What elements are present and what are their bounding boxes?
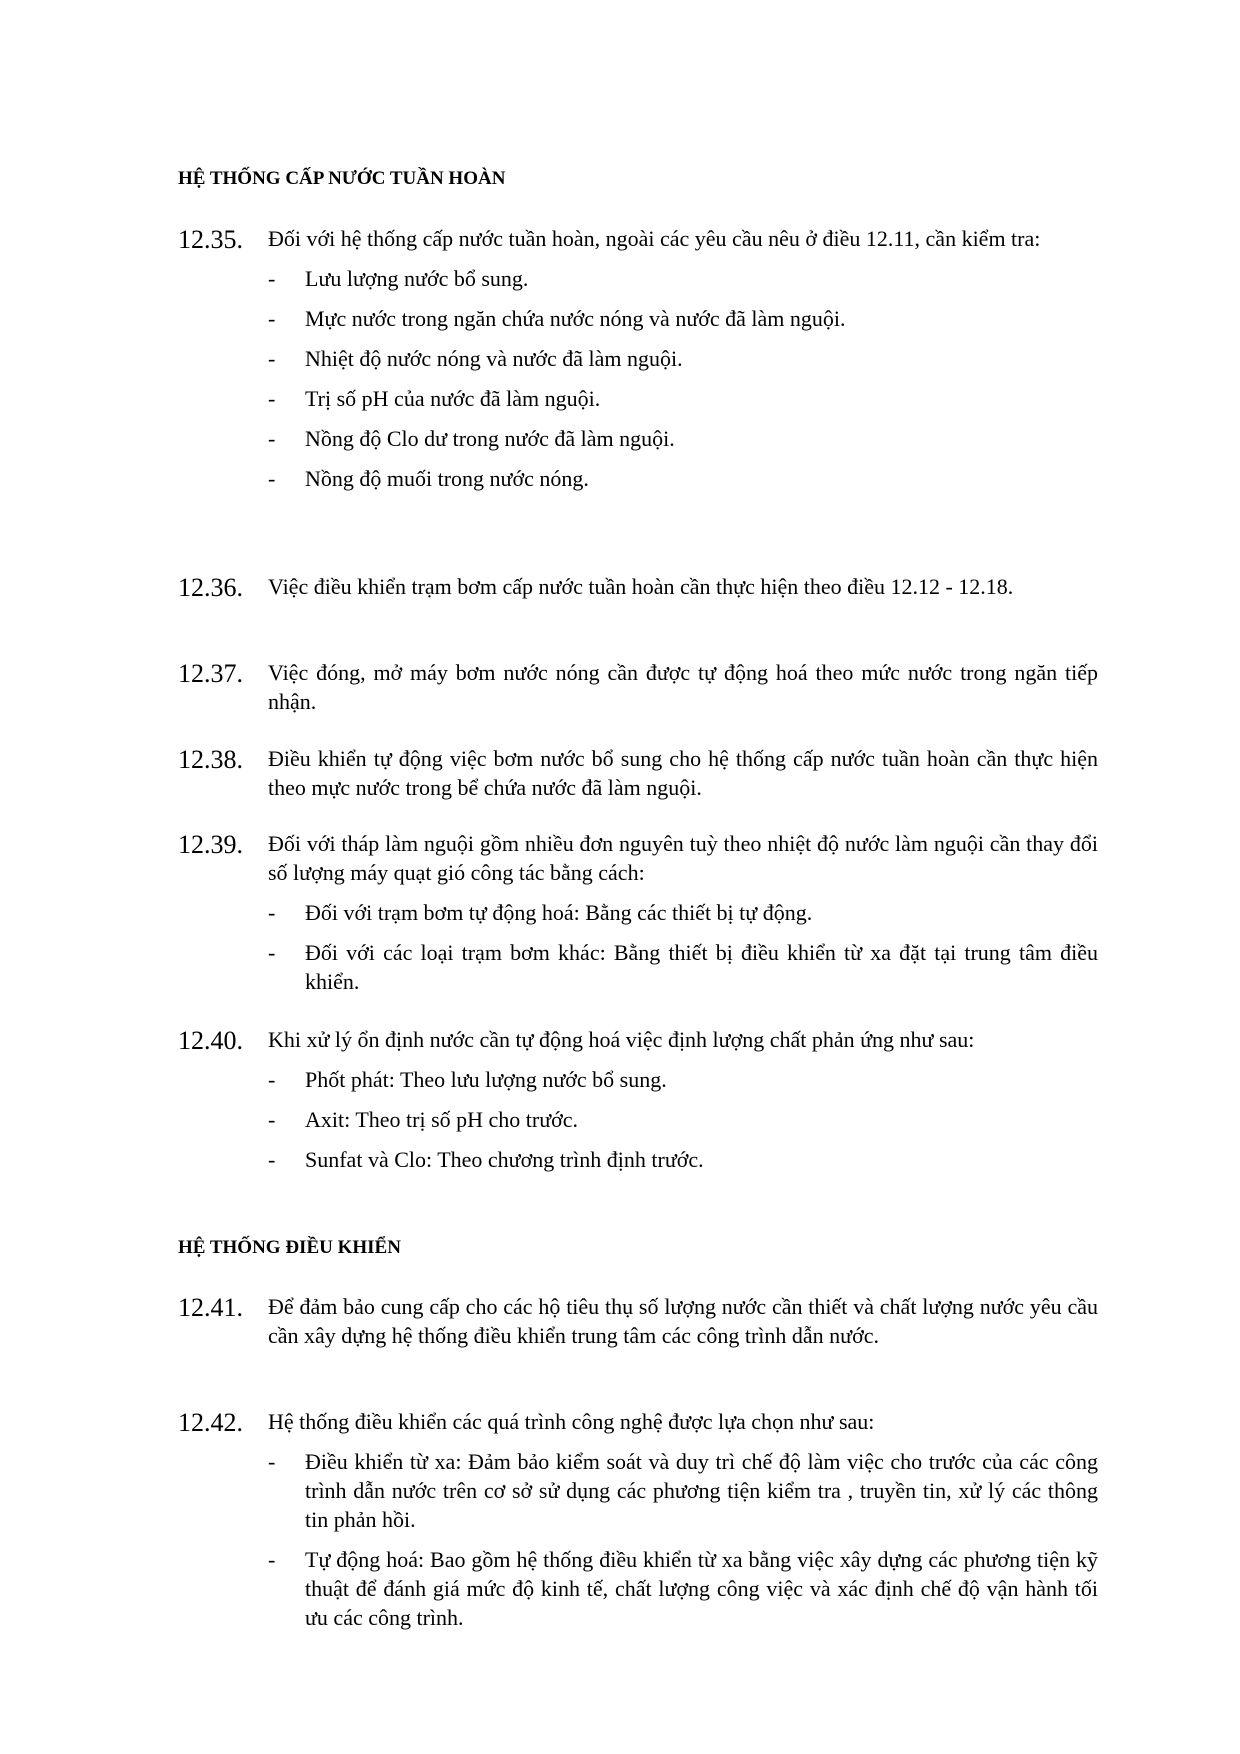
clause-number: 12.39.: [178, 830, 243, 859]
list-item: - Lưu lượng nước bổ sung.: [268, 266, 529, 291]
bullet-list: [268, 1447, 1098, 1632]
list-item: - Axit: Theo trị số pH cho trước.: [268, 1107, 579, 1132]
dash-bullet-icon: -: [268, 426, 276, 451]
dash-bullet-icon: -: [268, 1067, 276, 1092]
list-item: - Trị số pH của nước đã làm nguội.: [268, 386, 601, 411]
list-item: - Sunfat và Clo: Theo chương trình định trước.: [268, 1147, 704, 1172]
list-item: - Tự động hoá: Bao gồm hệ thống điều khiển từ xa bằng việc xây dựng các phương tiện kỹ thuật để đánh giá mức độ kinh tế, chất lượng công việc và xác định chế độ vận hành tối ưu các công trình.: [268, 1547, 1098, 1630]
clause-12-35: [178, 224, 1098, 493]
clause-12-42: [178, 1407, 1098, 1632]
list-item: - Đối với trạm bơm tự động hoá: Bằng các thiết bị tự động.: [268, 900, 813, 925]
bullet-list: [268, 898, 1098, 996]
dash-bullet-icon: -: [268, 1547, 276, 1572]
list-item: - Đối với các loại trạm bơm khác: Bằng thiết bị điều khiển từ xa đặt tại trung tâm điều khiển.: [268, 940, 1098, 994]
dash-bullet-icon: -: [268, 466, 276, 491]
clause-text: Đối với hệ thống cấp nước tuần hoàn, ngoài các yêu cầu nêu ở điều 12.11, cần kiểm tra:: [268, 226, 1041, 251]
list-item: - Nhiệt độ nước nóng và nước đã làm nguội.: [268, 346, 683, 371]
list-item: - Phốt phát: Theo lưu lượng nước bổ sung.: [268, 1067, 667, 1092]
dash-bullet-icon: -: [268, 1147, 276, 1172]
dash-bullet-icon: -: [268, 940, 276, 965]
dash-bullet-icon: -: [268, 266, 276, 291]
clause-12-36: [178, 572, 1098, 601]
clause-12-41: [178, 1292, 1098, 1350]
clause-number: 12.38.: [178, 745, 243, 774]
list-item: - Mực nước trong ngăn chứa nước nóng và nước đã làm nguội.: [268, 306, 846, 331]
list-item: - Nồng độ Clo dư trong nước đã làm nguội.: [268, 426, 675, 451]
clause-12-39: [178, 829, 1098, 996]
clause-number: 12.42.: [178, 1408, 243, 1437]
clause-text: Khi xử lý ổn định nước cần tự động hoá việc định lượng chất phản ứng như sau:: [268, 1027, 975, 1052]
clause-text: Đối với tháp làm nguội gồm nhiều đơn nguyên tuỳ theo nhiệt độ nước làm nguội cần thay đổi số lượng máy quạt gió công tác bằng cách:: [268, 831, 1098, 885]
dash-bullet-icon: -: [268, 346, 276, 371]
bullet-list: [268, 264, 1098, 493]
clause-text: Điều khiển tự động việc bơm nước bổ sung cho hệ thống cấp nước tuần hoàn cần thực hiện theo mực nước trong bể chứa nước đã làm nguội.: [268, 746, 1098, 800]
clause-12-38: [178, 744, 1098, 802]
clause-text: Hệ thống điều khiển các quá trình công nghệ được lựa chọn như sau:: [268, 1409, 875, 1434]
clause-text: Việc điều khiển trạm bơm cấp nước tuần hoàn cần thực hiện theo điều 12.12 - 12.18.: [268, 574, 1014, 599]
dash-bullet-icon: -: [268, 306, 276, 331]
section-heading-control-system: HỆ THỐNG ĐIỀU KHIỂN: [178, 1237, 401, 1258]
dash-bullet-icon: -: [268, 900, 276, 925]
list-item: - Điều khiển từ xa: Đảm bảo kiểm soát và duy trì chế độ làm việc cho trước của các công trình dẫn nước trên cơ sở sử dụng các phương tiện kiểm tra , truyền tin, xử lý các thông tin phản hồi.: [268, 1449, 1098, 1532]
list-item: - Nồng độ muối trong nước nóng.: [268, 466, 589, 491]
section-heading-circulating-water: HỆ THỐNG CẤP NƯỚC TUẦN HOÀN: [178, 168, 506, 189]
dash-bullet-icon: -: [268, 1449, 276, 1474]
clause-number: 12.35.: [178, 225, 243, 254]
bullet-list: [268, 1065, 1098, 1174]
clause-text: Việc đóng, mở máy bơm nước nóng cần được tự động hoá theo mức nước trong ngăn tiếp nhận.: [268, 660, 1098, 714]
clause-number: 12.40.: [178, 1026, 243, 1055]
clause-number: 12.36.: [178, 573, 243, 602]
clause-12-40: [178, 1025, 1098, 1174]
dash-bullet-icon: -: [268, 1107, 276, 1132]
clause-12-37: [178, 658, 1098, 716]
clause-number: 12.37.: [178, 659, 243, 688]
clause-text: Để đảm bảo cung cấp cho các hộ tiêu thụ số lượng nước cần thiết và chất lượng nước yêu cầu cần xây dựng hệ thống điều khiển trung tâm các công trình dẫn nước.: [268, 1294, 1098, 1348]
dash-bullet-icon: -: [268, 386, 276, 411]
clause-number: 12.41.: [178, 1293, 243, 1322]
